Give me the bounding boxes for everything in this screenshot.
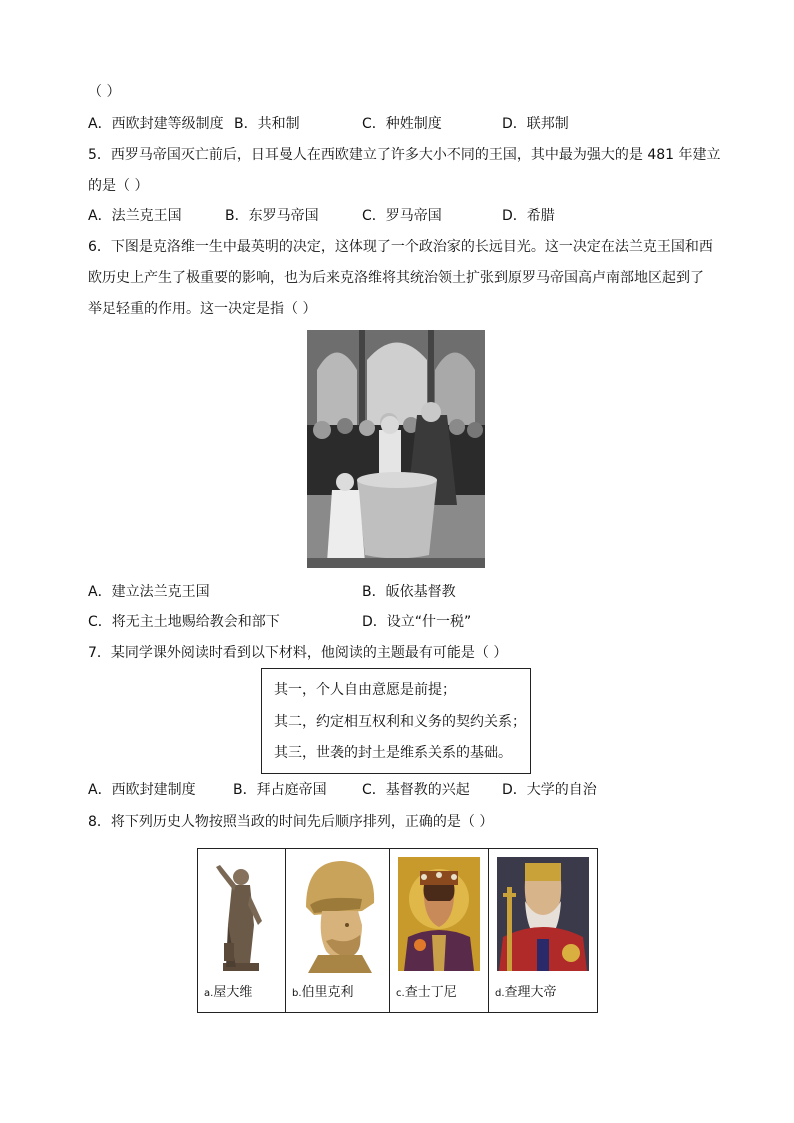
q5-stem-line2: 的是（ ） — [88, 178, 149, 194]
q8-stem: 8．将下列历史人物按照当政的时间先后顺序排列，正确的是（ ） — [88, 814, 494, 830]
q8-figure-table — [197, 848, 598, 1013]
q7-material-line3: 其三，世袭的封土是维系关系的基础。 — [274, 745, 512, 761]
q5-option-b: B．东罗马帝国 — [225, 208, 319, 224]
q7-material-box — [261, 668, 531, 774]
q7-option-c: C．基督教的兴起 — [362, 782, 470, 798]
q4-stem-tail: （ ） — [88, 84, 121, 100]
charlemagne-portrait-image — [497, 857, 589, 971]
figure-caption-justinian: c.查士丁尼 — [396, 985, 457, 1000]
figure-cell-octavian — [198, 849, 286, 1013]
baptism-of-clovis-image — [307, 330, 485, 568]
pericles-bust-image — [292, 855, 384, 973]
figure-caption-charlemagne: d.查理大帝 — [495, 985, 557, 1000]
q6-stem-line2: 欧历史上产生了极重要的影响，也为后来克洛维将其统治领土扩张到原罗马帝国高卢南部地区起到了 — [88, 270, 704, 286]
q7-option-d: D．大学的自治 — [502, 782, 597, 798]
figure-cell-justinian — [390, 849, 489, 1013]
q6-option-c: C．将无主土地赐给教会和部下 — [88, 614, 280, 630]
q6-option-b: B．皈依基督教 — [362, 584, 456, 600]
justinian-mosaic-image — [398, 857, 480, 971]
figure-caption-pericles: b.伯里克利 — [292, 985, 354, 1000]
q7-option-b: B．拜占庭帝国 — [233, 782, 327, 798]
q7-material-line1: 其一，个人自由意愿是前提； — [274, 682, 456, 698]
q5-option-d: D．希腊 — [502, 208, 555, 224]
q6-option-d: D．设立“什一税” — [362, 614, 472, 630]
q4-option-a: A．西欧封建等级制度 — [88, 116, 224, 132]
q7-stem: 7．某同学课外阅读时看到以下材料，他阅读的主题最有可能是（ ） — [88, 645, 508, 661]
q4-option-b: B．共和制 — [234, 116, 300, 132]
q4-option-c: C．种姓制度 — [362, 116, 442, 132]
q5-stem-line1: 5．西罗马帝国灭亡前后，日耳曼人在西欧建立了许多大小不同的王国，其中最为强大的是 481 年建立 — [88, 147, 721, 163]
q6-stem-line1: 6．下图是克洛维一生中最英明的决定，这体现了一个政治家的长远目光。这一决定在法兰克王国和西 — [88, 239, 713, 255]
figure-cell-pericles — [286, 849, 390, 1013]
q4-option-d: D．联邦制 — [502, 116, 569, 132]
q6-stem-line3: 举足轻重的作用。这一决定是指（ ） — [88, 301, 317, 317]
q7-material-line2: 其二，约定相互权利和义务的契约关系； — [274, 714, 526, 730]
q5-option-a: A．法兰克王国 — [88, 208, 182, 224]
q7-option-a: A．西欧封建制度 — [88, 782, 196, 798]
q6-option-a: A．建立法兰克王国 — [88, 584, 210, 600]
q5-option-c: C．罗马帝国 — [362, 208, 442, 224]
figure-cell-charlemagne — [489, 849, 598, 1013]
octavian-statue-image — [206, 855, 276, 973]
figure-caption-octavian: a.屋大维 — [204, 985, 253, 1000]
